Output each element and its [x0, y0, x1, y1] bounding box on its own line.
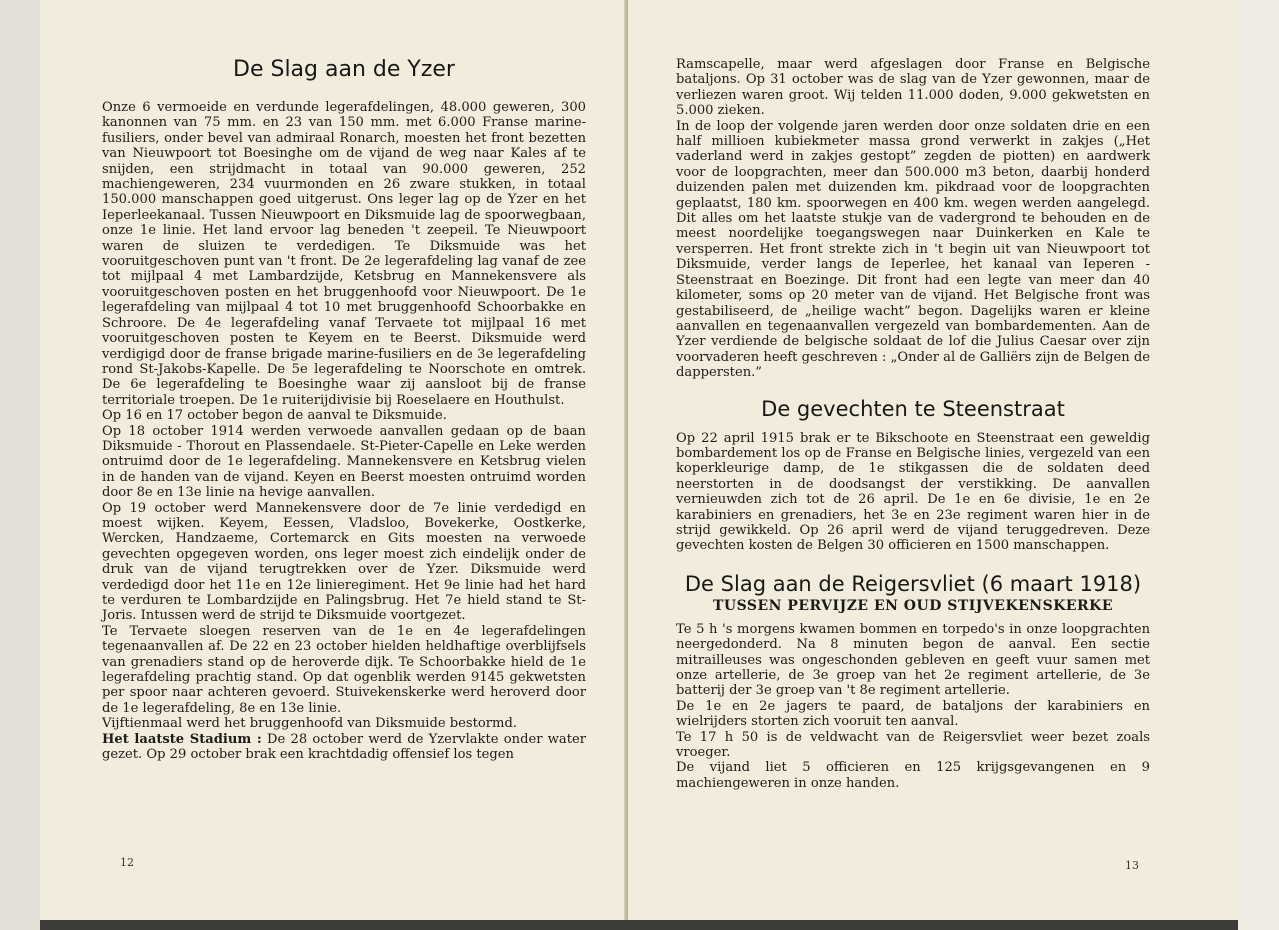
paragraph-stadium [102, 732, 586, 763]
paragraph: Te Tervaete sloegen reserven van de 1e en 4e legerafdelingen tegenaanvallen af. De 22 en 23 october hielden heldhaftige overblijfsels van grenadiers stand op de heroverde dijk. Te Schoorbakke hield de 1e legerafdeling prachtig stand. Op dat ogenblik werden 9145 gekwetsten per spoor naar achteren gevoerd. Stuivekenskerke werd heroverd door de 1e legerafdeling, 8e en 13e linie. [102, 623, 586, 716]
paragraph: Te 17 h 50 is de veldwacht van de Reigersvliet weer bezet zoals vroeger. [676, 729, 1150, 761]
section-title-steenstraat: De gevechten te Steenstraat [761, 396, 1065, 421]
paragraph: De vijand liet 5 officieren en 125 krijgsgevangenen en 9 machiengeweren in onze handen. [676, 760, 1150, 791]
paragraph: Op 22 april 1915 brak er te Bikschoote en Steenstraat een geweldig bombardement los op de Franse en Belgische linies, vergezeld van een koperkleurige damp, de 1e stikgassen die de soldaten deed neerstorten in de doodsangst der verstikking. De aanvallen vernieuwden zich tot de 26 april. De 1e en 6e divisie, 1e en 2e karabiniers en grenadiers, het 3e en 23e regiment waren hier in de strijd gewikkeld. Op 26 april werd de vijand teruggedreven. Deze gevechten kosten de Belgen 30 officieren en 1500 manschappen. [676, 430, 1150, 554]
paragraph: Op 16 en 17 october begon de aanval te Diksmuide. [102, 408, 447, 424]
section-subtitle: TUSSEN PERVIJZE EN OUD STIJVEKENSKERKE [712, 597, 1114, 614]
paragraph: Vijftienmaal werd het bruggenhoofd van Diksmuide bestormd. [102, 716, 517, 732]
paragraph: De 1e en 2e jagers te paard, de bataljons der karabiniers en wielrijders storten zich vooruit ten aanval. [676, 698, 1150, 730]
scanner-background-right [1238, 0, 1279, 930]
right-page [628, 0, 1238, 922]
section-title-reigersvliet: De Slag aan de Reigersvliet (6 maart 1918) [684, 571, 1142, 596]
page-bottom-shadow [40, 920, 1238, 930]
stadium-label: Het laatste Stadium : [102, 731, 262, 747]
paragraph: Op 18 october 1914 werden verwoede aanvallen gedaan op de baan Diksmuide - Thorout en Plassendaele. St-Pieter-Capelle en Leke werden ontruimd door de 1e legerafdeling. Mannekensvere en Ketsbrug vielen in de handen van de vijand. Keyen en Beerst moesten ontruimd worden door 8e en 13e linie na hevige aanvallen. [102, 423, 586, 501]
paragraph: In de loop der volgende jaren werden door onze soldaten drie en een half millioen kubiekmeter massa grond verwerkt in zakjes („Het vaderland werd in zakjes gestopt” zegden de piotten) en aardwerk voor de loopgrachten, meer dan 500.000 m3 beton, daarbij honderd duizenden palen met duizenden km. pikdraad voor de loopgrachten geplaatst, 180 km. spoorwegen en 400 km. wegen werden aangelegd. Dit alles om het laatste stukje van de vadergrond te behouden en de meest noordelijke toegangswegen naar Duinkerken en Kale te versperren. Het front strekte zich in 't begin uit van Nieuwpoort tot Diksmuide, verder langs de Ieperlee, het kanaal van Ieperen - Steenstraat en Boezinge. Dit front had een legte van meer dan 40 kilometer, soms op 20 meter van de vijand. Het Belgische front was gestabiliseerd, de „heilige wacht” begon. Dagelijks waren er kleine aanvallen en tegenaanvallen vergezeld van bombardementen. Aan de Yzer verdiende de belgische soldaat de lof die Julius Caesar over zijn voorvaderen heeft geschreven : „Onder al de Galliërs zijn de Belgen de dappersten.” [676, 118, 1150, 381]
scanner-background-left [0, 0, 40, 930]
paragraph: Op 19 october werd Mannekensvere door de 7e linie verdedigd en moest wijken. Keyem, Eessen, Vladsloo, Bovekerke, Oostkerke, Wercken, Handzaeme, Cortemarck en Gits moesten na verwoede gevechten opgegeven worden, ons leger moest zich eindelijk onder de druk van de vijand terugtrekken over de Yzer. Diksmuide werd verdedigd door het 11e en 12e linieregiment. Het 9e linie had het hard te verduren te Lombardzijde en Palingsbrug. Het 7e hield stand te St-Joris. Intussen werd de strijd te Diksmuide voortgezet. [102, 500, 586, 624]
paragraph: Onze 6 vermoeide en verdunde legerafdelingen, 48.000 geweren, 300 kanonnen van 75 mm. en 23 van 150 mm. met 6.000 Franse marine-fusiliers, onder bevel van admiraal Ronarch, moesten het front bezetten van Nieuwpoort tot Boesinghe om de vijand de weg naar Kales af te snijden, een strijdmacht in totaal van 90.000 geweren, 252 machiengeweren, 234 vuurmonden en 26 zware stukken, in totaal 150.000 manschappen goed uitgerust. Ons leger lag op de Yzer en het Ieperleekanaal. Tussen Nieuwpoort en Diksmuide lag de spoorwegbaan, onze 1e linie. Het land ervoor lag beneden 't zeepeil. Te Nieuwpoort waren de sluizen te verdedigen. Te Diksmuide was het vooruitgeschoven punt van 't front. De 2e legerafdeling lag vanaf de zee tot mijlpaal 4 met Lambardzijde, Ketsbrug en Mannekensvere als vooruitgeschoven posten en het bruggenhoofd voor Nieuwpoort. De 1e legerafdeling van mijlpaal 4 tot 10 met bruggenhoofd Schoorbakke en Schroore. De 4e legerafdeling vanaf Tervaete tot mijlpaal 16 met vooruitgeschoven posten te Keyem en te Beerst. Diksmuide werd verdigigd door de franse brigade marine-fusiliers en de 3e legerafdeling rond St-Jakobs-Kapelle. De 5e legerafdeling te Noorschote en omtrek. De 6e legerafdeling te Boesinghe waar zij aansloot bij de franse territoriale troepen. De 1e ruiterijdivisie bij Roeselaere en Houthulst. [102, 100, 586, 408]
page-number: 13 [1125, 859, 1139, 872]
left-page-content [102, 0, 586, 762]
page-number: 12 [120, 856, 134, 869]
left-page [40, 0, 625, 922]
page-title: De Slag aan de Yzer [233, 57, 455, 82]
stadium-text: De 28 october werd de Yzervlakte onder water gezet. Op 29 october brak een krachtdadig offensief los tegen [102, 731, 586, 763]
paragraph: Ramscapelle, maar werd afgeslagen door Franse en Belgische bataljons. Op 31 october was de slag van de Yzer gewonnen, maar de verliezen waren groot. Wij telden 11.000 doden, 9.000 gekwetsten en 5.000 zieken. [676, 57, 1150, 119]
paragraph: Te 5 h 's morgens kwamen bommen en torpedo's in onze loopgrachten neergedonderd. Na 8 minuten begon de aanval. Een sectie mitrailleuses was ongeschonden gebleven en geeft vuur samen met onze artellerie, de 3e groep van het 2e regiment artellerie, de 3e batterij der 3e groep van 't 8e regiment artellerie. [676, 621, 1150, 699]
right-page-content [676, 0, 1150, 791]
